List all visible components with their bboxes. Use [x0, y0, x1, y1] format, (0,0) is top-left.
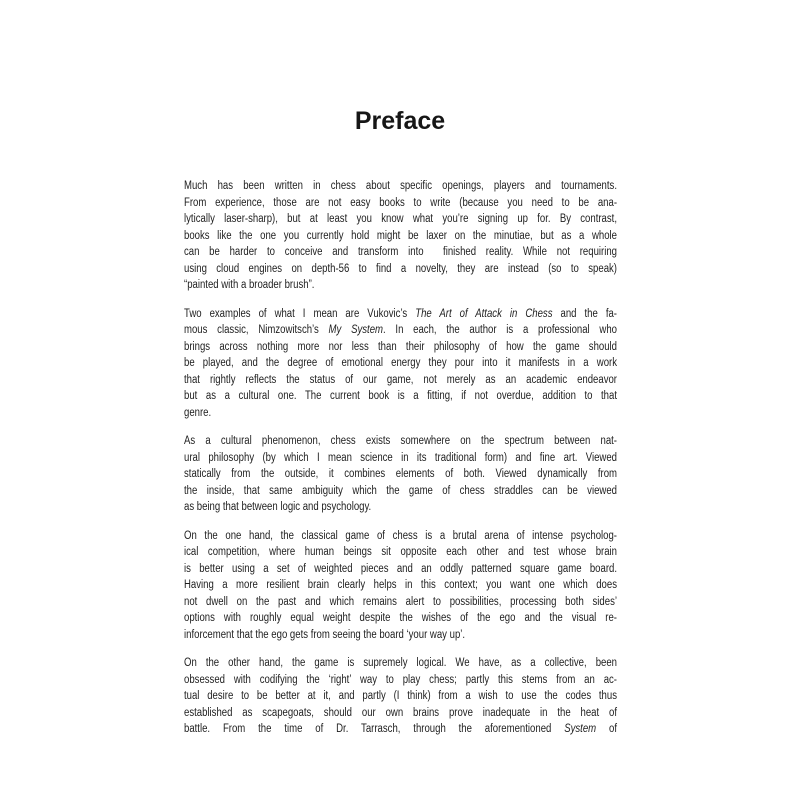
- preface-body-text: [184, 178, 617, 750]
- text-line: [184, 355, 617, 372]
- text-run: On the other hand, the game is supremely logical. We have, as a collective, been: [184, 657, 618, 669]
- text-line: [184, 228, 617, 245]
- text-run: that rightly reflects the status of our game, not merely as an academic endeavor: [184, 373, 618, 386]
- text-run: established as scapegoats, should our own brains prove inadequate in the heat of: [184, 706, 618, 719]
- text-run: as being that between logic and psychology.: [184, 501, 372, 513]
- text-run: On the one hand, the classical game of chess is a brutal arena of intense psycholog-: [184, 529, 618, 542]
- paragraph: [184, 655, 617, 738]
- text-run: of: [596, 723, 618, 735]
- text-line: [184, 277, 617, 294]
- text-line: [184, 322, 617, 339]
- text-line: [184, 466, 617, 483]
- text-run: genre.: [184, 406, 212, 419]
- text-run: the inside, that same ambiguity which the game of chess straddles can be viewed: [184, 484, 618, 497]
- text-line: [184, 405, 617, 422]
- text-line: [184, 306, 617, 323]
- text-run: mous classic, Nimzowitsch’s: [184, 324, 329, 336]
- text-line: [184, 499, 617, 516]
- text-run: not dwell on the past and which remains alert to possibilities, processing both sides’: [184, 595, 618, 608]
- text-run: using cloud engines on depth-56 to find a novelty, they are instead (so to speak): [184, 262, 618, 275]
- text-line: [184, 195, 617, 212]
- italic-text-run: System: [564, 723, 597, 735]
- paragraph: [184, 178, 617, 294]
- text-line: [184, 178, 617, 195]
- text-line: [184, 261, 617, 278]
- text-line: [184, 388, 617, 405]
- text-line: [184, 688, 617, 705]
- text-run: be played, and the degree of emotional energy they pour into it manifests in a work: [184, 357, 618, 369]
- text-line: [184, 721, 617, 738]
- text-line: [184, 244, 617, 261]
- italic-text-run: My System: [328, 324, 384, 336]
- text-line: [184, 672, 617, 689]
- paragraph: [184, 433, 617, 516]
- text-run: brings across nothing more nor less than their philosophy of how the game should: [184, 340, 618, 353]
- text-line: [184, 450, 617, 467]
- text-run: options with roughly equal weight despite the wishes of the ego and the visual re-: [184, 612, 618, 624]
- text-run: ural philosophy (by which I mean science in its traditional form) and fine art. Viewed: [184, 451, 618, 464]
- text-run: As a cultural phenomenon, chess exists somewhere on the spectrum between nat-: [184, 435, 618, 447]
- text-run: is better using a set of weighted pieces and an oddly patterned square game board.: [184, 562, 618, 575]
- text-run: books like the one you currently hold might be laxer on the minutiae, but as a whole: [184, 229, 618, 242]
- text-line: [184, 339, 617, 356]
- text-run: ical competition, where human beings sit opposite each other and test whose brain: [184, 546, 618, 558]
- text-run: Much has been written in chess about specific openings, players and tournaments.: [184, 180, 618, 192]
- text-line: [184, 372, 617, 389]
- text-line: [184, 483, 617, 500]
- text-run: Having a more resilient brain clearly helps in this context; you want one which does: [184, 579, 618, 591]
- text-line: [184, 655, 617, 672]
- text-run: but as a cultural one. The current book is a fitting, if not overdue, addition to that: [184, 390, 618, 402]
- text-run: From experience, those are not easy books to write (because you need to be ana-: [184, 196, 618, 209]
- text-line: [184, 528, 617, 545]
- text-run: inforcement that the ego gets from seeing the board ‘your way up’.: [184, 628, 466, 641]
- text-run: obsessed with codifying the ‘right’ way to play chess; partly this stems from an ac-: [184, 673, 618, 686]
- text-run: tual desire to be better at it, and partly (I think) from a wish to use the codes thus: [184, 690, 618, 702]
- italic-text-run: The Art of Attack in Chess: [415, 307, 553, 320]
- page-title: Preface: [354, 107, 446, 135]
- text-run: lytically laser-sharp), but at least you know what you’re signing up for. By contrast,: [184, 213, 618, 225]
- text-run: . In each, the author is a professional who: [383, 324, 618, 336]
- paragraph: [184, 528, 617, 644]
- text-line: [184, 433, 617, 450]
- text-line: [184, 211, 617, 228]
- text-line: [184, 561, 617, 578]
- text-line: [184, 544, 617, 561]
- text-run: statically from the outside, it combines elements of both. Viewed dynamically from: [184, 468, 618, 480]
- text-run: Two examples of what I mean are Vukovic’s: [184, 307, 416, 320]
- text-run: can be harder to conceive and transform into finished reality. While not requiring: [184, 246, 618, 258]
- text-run: “painted with a broader brush”.: [184, 279, 315, 291]
- text-line: [184, 594, 617, 611]
- text-line: [184, 627, 617, 644]
- text-run: and the fa-: [552, 307, 618, 320]
- text-run: battle. From the time of Dr. Tarrasch, through the aforementioned: [184, 723, 565, 735]
- text-line: [184, 705, 617, 722]
- paragraph: [184, 306, 617, 422]
- text-line: [184, 610, 617, 627]
- text-line: [184, 577, 617, 594]
